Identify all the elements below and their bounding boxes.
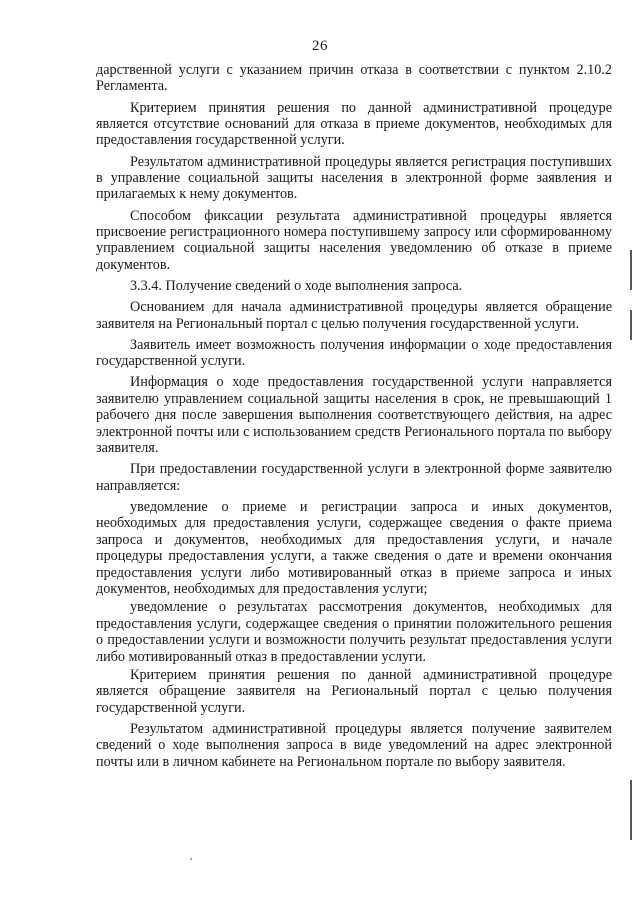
- scan-edge-mark: [630, 250, 632, 290]
- paragraph-continuation: дарственной услуги с указанием причин отказа в соответствии с пунктом 2.10.2 Регламента.: [96, 62, 612, 95]
- document-body: [96, 62, 612, 775]
- paragraph: Заявитель имеет возможность получения информации о ходе предоставления государственной услуги.: [96, 336, 612, 370]
- scan-dot: [190, 858, 192, 860]
- paragraph: Критерием принятия решения по данной административной процедуре является обращение заявителя на Региональный портал с целью получения государственной услуги.: [96, 666, 612, 716]
- list-item: уведомление о приеме и регистрации запроса и иных документов, необходимых для предоставления услуги, содержащее сведения о факте приема запроса и документов, необходимых для предоставления услуги, и начале процедуры предоставления услуги, а также сведения о дате и времени окончания предоставления услуги либо мотивированный отказ в приеме запроса и иных документов, необходимых для предоставления услуги;: [96, 498, 612, 597]
- paragraph: Критерием принятия решения по данной административной процедуре является отсутствие оснований для отказа в приеме документов, необходимых для предоставления государственной услуги.: [96, 99, 612, 149]
- paragraph: Способом фиксации результата административной процедуры является присвоение регистрационного номера поступившему запросу или сформированному управлением социальной защиты населения уведомлению об отказе в приеме документов.: [96, 207, 612, 273]
- page-number: 26: [312, 38, 328, 54]
- paragraph: Основанием для начала административной процедуры является обращение заявителя на Региональный портал с целью получения государственной услуги.: [96, 299, 612, 332]
- scan-edge-mark: [630, 780, 632, 840]
- paragraph: Результатом административной процедуры является регистрация поступивших в управление социальной защиты населения в электронной форме заявления и прилагаемых к нему документов.: [96, 153, 612, 203]
- scan-edge-mark: [630, 310, 632, 340]
- paragraph: Результатом административной процедуры является получение заявителем сведений о ходе выполнения запроса в виде уведомлений на адрес электронной почты или в личном кабинете на Региональном портале по выбору заявителя.: [96, 721, 612, 770]
- list-item: уведомление о результатах рассмотрения документов, необходимых для предоставления услуги, содержащее сведения о принятии положительного решения о предоставлении услуги и возможности получить результат предоставления услуги либо мотивированный отказ в предоставлении услуги.: [96, 599, 612, 665]
- paragraph: Информация о ходе предоставления государственной услуги направляется заявителю управлением социальной защиты населения в срок, не превышающий 1 рабочего дня после завершения выполнения соответствующего действия, на адрес электронной почты или с использованием средств Регионального портала по выбору заявителя.: [96, 374, 612, 457]
- paragraph: При предоставлении государственной услуги в электронной форме заявителю направляется:: [96, 461, 612, 494]
- section-heading: 3.3.4. Получение сведений о ходе выполнения запроса.: [130, 278, 463, 295]
